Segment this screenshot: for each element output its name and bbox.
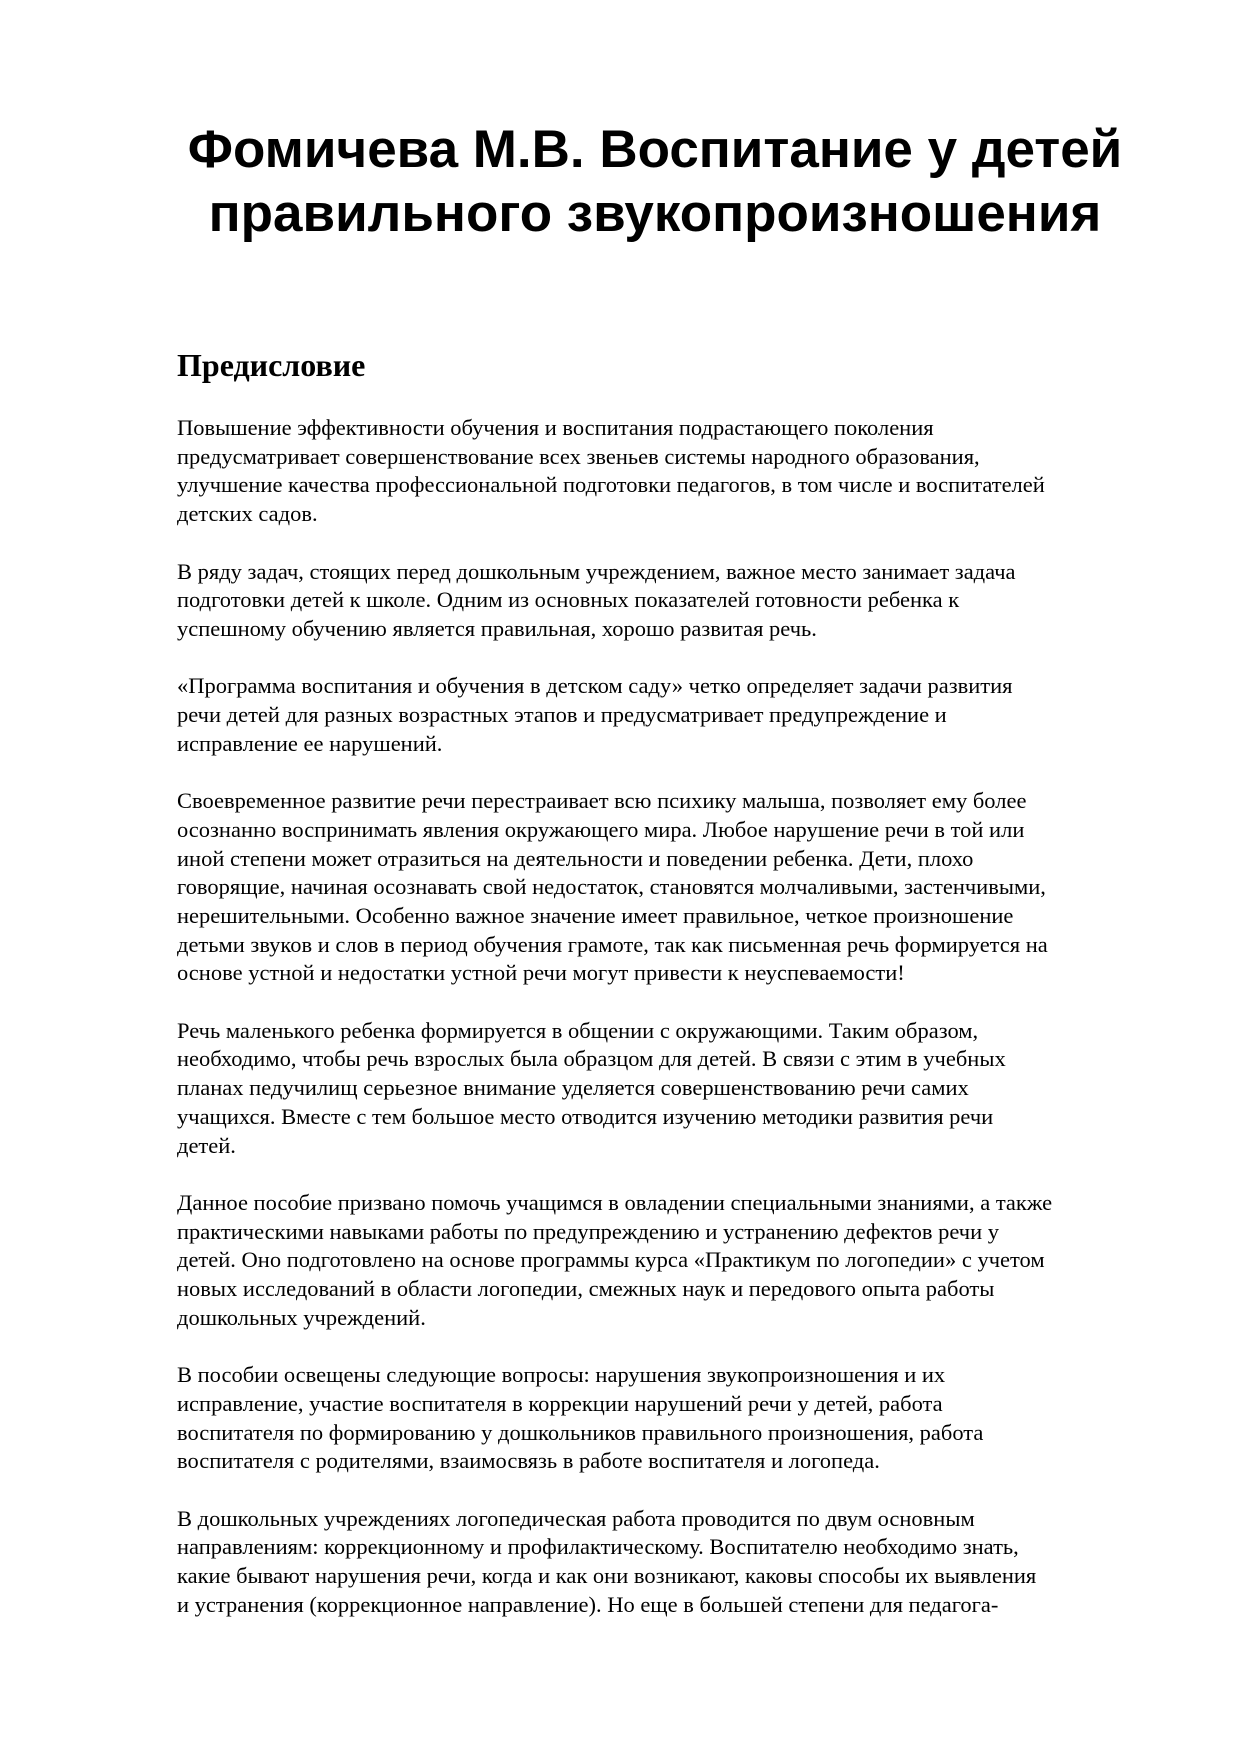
- paragraph-line: Своевременное развитие речи перестраивает всю психику малыша, позволяет ему более: [177, 788, 1027, 814]
- paragraph-line: осознанно воспринимать явления окружающего мира. Любое нарушение речи в той или: [177, 816, 1025, 842]
- paragraph-line: В пособии освещены следующие вопросы: нарушения звукопроизношения и их: [177, 1362, 946, 1388]
- paragraph-line: детьми звуков и слов в период обучения грамоте, так как письменная речь формируется на: [177, 931, 1048, 957]
- paragraph-line: говорящие, начиная осознавать свой недостаток, становятся молчаливыми, застенчивыми,: [177, 874, 1046, 900]
- paragraph-line: Данное пособие призвано помочь учащимся в овладении специальными знаниями, а также: [177, 1189, 1053, 1215]
- paragraph-line: направлениям: коррекционному и профилактическому. Воспитателю необходимо знать,: [177, 1534, 1019, 1560]
- paragraph-line: планах педучилищ серьезное внимание уделяется совершенствованию речи самих: [177, 1075, 969, 1101]
- paragraph-line: речи детей для разных возрастных этапов и предусматривает предупреждение и: [177, 702, 947, 727]
- paragraph: [177, 672, 1167, 758]
- paragraph-line: детей.: [177, 1132, 236, 1158]
- paragraph-line: какие бывают нарушения речи, когда и как они возникают, каковы способы их выявления: [177, 1563, 1037, 1589]
- paragraph-line: дошкольных учреждений.: [177, 1304, 426, 1330]
- paragraph-line: В ряду задач, стоящих перед дошкольным учреждением, важное место занимает задача: [177, 558, 1016, 584]
- paragraph-line: детских садов.: [177, 501, 318, 527]
- paragraph-line: Повышение эффективности обучения и воспитания подрастающего поколения: [177, 415, 934, 440]
- paragraph-line: практическими навыками работы по предупреждению и устранению дефектов речи у: [177, 1218, 999, 1244]
- paragraph-line: исправление ее нарушений.: [177, 730, 443, 756]
- paragraph: [177, 558, 1167, 644]
- paragraph-line: предусматривает совершенствование всех звеньев системы народного образования,: [177, 443, 980, 469]
- body-text: [177, 414, 1167, 1648]
- paragraph-line: улучшение качества профессиональной подготовки педагогов, в том числе и воспитателей: [177, 472, 1045, 498]
- paragraph-line: «Программа воспитания и обучения в детском саду» четко определяет задачи развития: [177, 673, 1013, 699]
- paragraph-line: воспитателя с родителями, взаимосвязь в работе воспитателя и логопеда.: [177, 1448, 880, 1474]
- paragraph-line: учащихся. Вместе с тем большое место отводится изучению методики развития речи: [177, 1103, 994, 1129]
- paragraph: [177, 1189, 1167, 1333]
- paragraph-line: воспитателя по формированию у дошкольников правильного произношения, работа: [177, 1419, 984, 1445]
- paragraph-line: иной степени может отразиться на деятельности и поведении ребенка. Дети, плохо: [177, 845, 974, 871]
- paragraph-line: нерешительными. Особенно важное значение имеет правильное, четкое произношение: [177, 902, 1014, 928]
- title-line: правильного звукопроизношения: [208, 184, 1102, 243]
- paragraph-line: основе устной и недостатки устной речи могут привести к неуспеваемости!: [177, 960, 905, 986]
- paragraph-line: подготовки детей к школе. Одним из основных показателей готовности ребенка к: [177, 587, 960, 613]
- paragraph: [177, 1017, 1167, 1161]
- paragraph-line: успешному обучению является правильная, хорошо развитая речь.: [177, 615, 817, 641]
- paragraph-line: детей. Оно подготовлено на основе программы курса «Практикум по логопедии» с учетом: [177, 1247, 1045, 1273]
- paragraph-line: В дошкольных учреждениях логопедическая работа проводится по двум основным: [177, 1505, 975, 1531]
- document-title: [160, 118, 1150, 246]
- paragraph: [177, 1361, 1167, 1476]
- paragraph: [177, 1505, 1167, 1620]
- paragraph: [177, 787, 1167, 988]
- paragraph-line: необходимо, чтобы речь взрослых была образцом для детей. В связи с этим в учебных: [177, 1046, 1006, 1072]
- paragraph-line: и устранения (коррекционное направление). Но еще в большей степени для педагога-: [177, 1591, 999, 1617]
- paragraph-line: новых исследований в области логопедии, смежных наук и передового опыта работы: [177, 1276, 995, 1302]
- paragraph-line: Речь маленького ребенка формируется в общении с окружающими. Таким образом,: [177, 1017, 979, 1043]
- paragraph-line: исправление, участие воспитателя в коррекции нарушений речи у детей, работа: [177, 1390, 943, 1416]
- section-heading: Предисловие: [177, 347, 366, 383]
- paragraph: [177, 414, 1167, 529]
- title-line: Фомичева М.В. Воспитание у детей: [187, 120, 1123, 179]
